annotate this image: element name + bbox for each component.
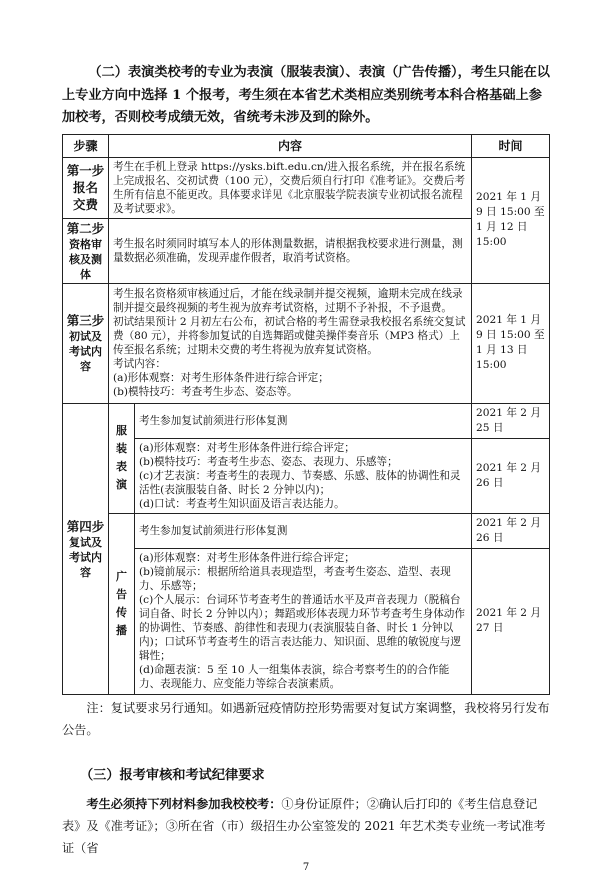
step1-content: 考生在手机上登录 https://ysks.bift.edu.cn/进入报名系统，并在报名系统上完成报名、交初试费（100 元），交费后须自行打印《准考证》。交费后考生所有信息不能更改。具体要求详见《北京服装学院表演专业初试报名流程及考试要求》。 — [109, 157, 472, 218]
step3-label: 第三步 初试及考试内容 — [63, 283, 109, 403]
step2-content: 考生报名时须同时填写本人的形体测量数据，请根据我校要求进行测量，测量数据必须准确，发现弄虚作假者，取消考试资格。 — [109, 218, 472, 283]
fashion-pre: 考生参加复试前须进行形体复测 — [135, 403, 472, 438]
step3-time: 2021 年 1 月 9 日 15:00 至 1 月 13 日 15:00 — [472, 283, 550, 403]
page-number: 7 — [302, 862, 310, 873]
table-row-step4-fashion-pre — [63, 403, 550, 438]
exam-schedule-table — [62, 134, 550, 695]
note-paragraph: 注：复试要求另行通知。如遇新冠疫情防控形势需要对复试方案调整，我校将另行发布公告。 — [62, 700, 550, 737]
header-time: 时间 — [472, 134, 550, 157]
fashion-pre-time: 2021 年 2 月 25 日 — [472, 403, 550, 438]
section3-lead: 考生必须持下列材料参加我校校考： — [86, 797, 282, 811]
ad-pre-time: 2021 年 2 月 26 日 — [472, 513, 550, 548]
step3-content: 考生报名资格须审核通过后，才能在线录制并提交视频，逾期未完成在线录制并提交最终视频的考生视为放弃考试资格，过期不予补报，不予退费。 初试结果预计 2 月初左右公布，初试合格的考生需登录我校报名系统交复试费（80 元），并将参加复试的自选舞蹈或健美操伴奏音乐（MP3 格式）上传至报名系统；过期未交费的考生将视为放弃复试资格。 考试内容： (a)形体观察：对考生形体条件进行综合评定； (b)模特技巧：考查考生步态、姿态等。 — [109, 283, 472, 403]
ad-content: (a)形体观察：对考生形体条件进行综合评定； (b)镜前展示：根据所给道具表现造型，考查考生姿态、造型、表现力、乐感等； (c)个人展示：台词环节考查考生的普通话水平及声音表现力（脱稿台词自备、时长 2 分钟以内）；舞蹈或形体表现力环节考查考生身体动作的协调性、节奏感、韵律性和表现力(表演服装自备、时长 1 分钟以内)；口试环节考查考生的语言表达能力、知识面、思维的敏锐度与逻辑性； (d)命题表演：5 至 10 人一组集体表演，综合考察考生的的合作能力、表现能力、应变能力等综合表演素质。 — [135, 548, 472, 694]
section3-body: ①身份证原件；②确认后打印的《考生信息登记表》及《准考证》；③所在省（市）级招生办公室签发的 2021 年艺术类专业统一考试准考证（省 — [62, 797, 546, 855]
header-step: 步骤 — [63, 134, 109, 157]
ad-pre: 考生参加复试前须进行形体复测 — [135, 513, 472, 548]
fashion-label: 服装表演 — [109, 403, 135, 513]
table-row-step3 — [63, 283, 550, 403]
intro-paragraph: （二）表演类校考的专业为表演（服装表演）、表演（广告传播），考生只能在以上专业方向中选择 1 个报考，考生须在本省艺术类相应类别统考本科合格基础上参加校考，否则校考成绩无效，省统考未涉及到的除外。 — [62, 65, 550, 125]
table-row-step4-ad-pre — [63, 513, 550, 548]
ad-label: 广告传播 — [109, 513, 135, 694]
page-content — [62, 0, 550, 895]
step4-label: 第四步 复试及考试内容 — [63, 403, 109, 694]
table-row-step1 — [63, 157, 550, 218]
section3-title: （三）报考审核和考试纪律要求 — [80, 767, 265, 783]
table-row-step4-fashion — [63, 438, 550, 513]
step1-label: 第一步 报名交费 — [63, 157, 109, 218]
ad-time: 2021 年 2 月 27 日 — [472, 548, 550, 694]
step1-2-time: 2021 年 1 月 9 日 15:00 至 1 月 12 日 15:00 — [472, 157, 550, 283]
fashion-content: (a)形体观察：对考生形体条件进行综合评定； (b)模特技巧：考查考生步态、姿态、表现力、乐感等； (c)才艺表演：考查考生的表现力、节奏感、乐感、肢体的协调性和灵活性(表演服装自备、时长 2 分钟以内)； (d)口试：考查考生知识面及语言表达能力。 — [135, 438, 472, 513]
step2-label: 第二步 资格审核及测体 — [63, 218, 109, 283]
table-row-step4-ad — [63, 548, 550, 694]
table-header-row — [63, 134, 550, 157]
fashion-time: 2021 年 2 月 26 日 — [472, 438, 550, 513]
section3-paragraph — [62, 793, 550, 859]
header-content: 内容 — [109, 134, 472, 157]
